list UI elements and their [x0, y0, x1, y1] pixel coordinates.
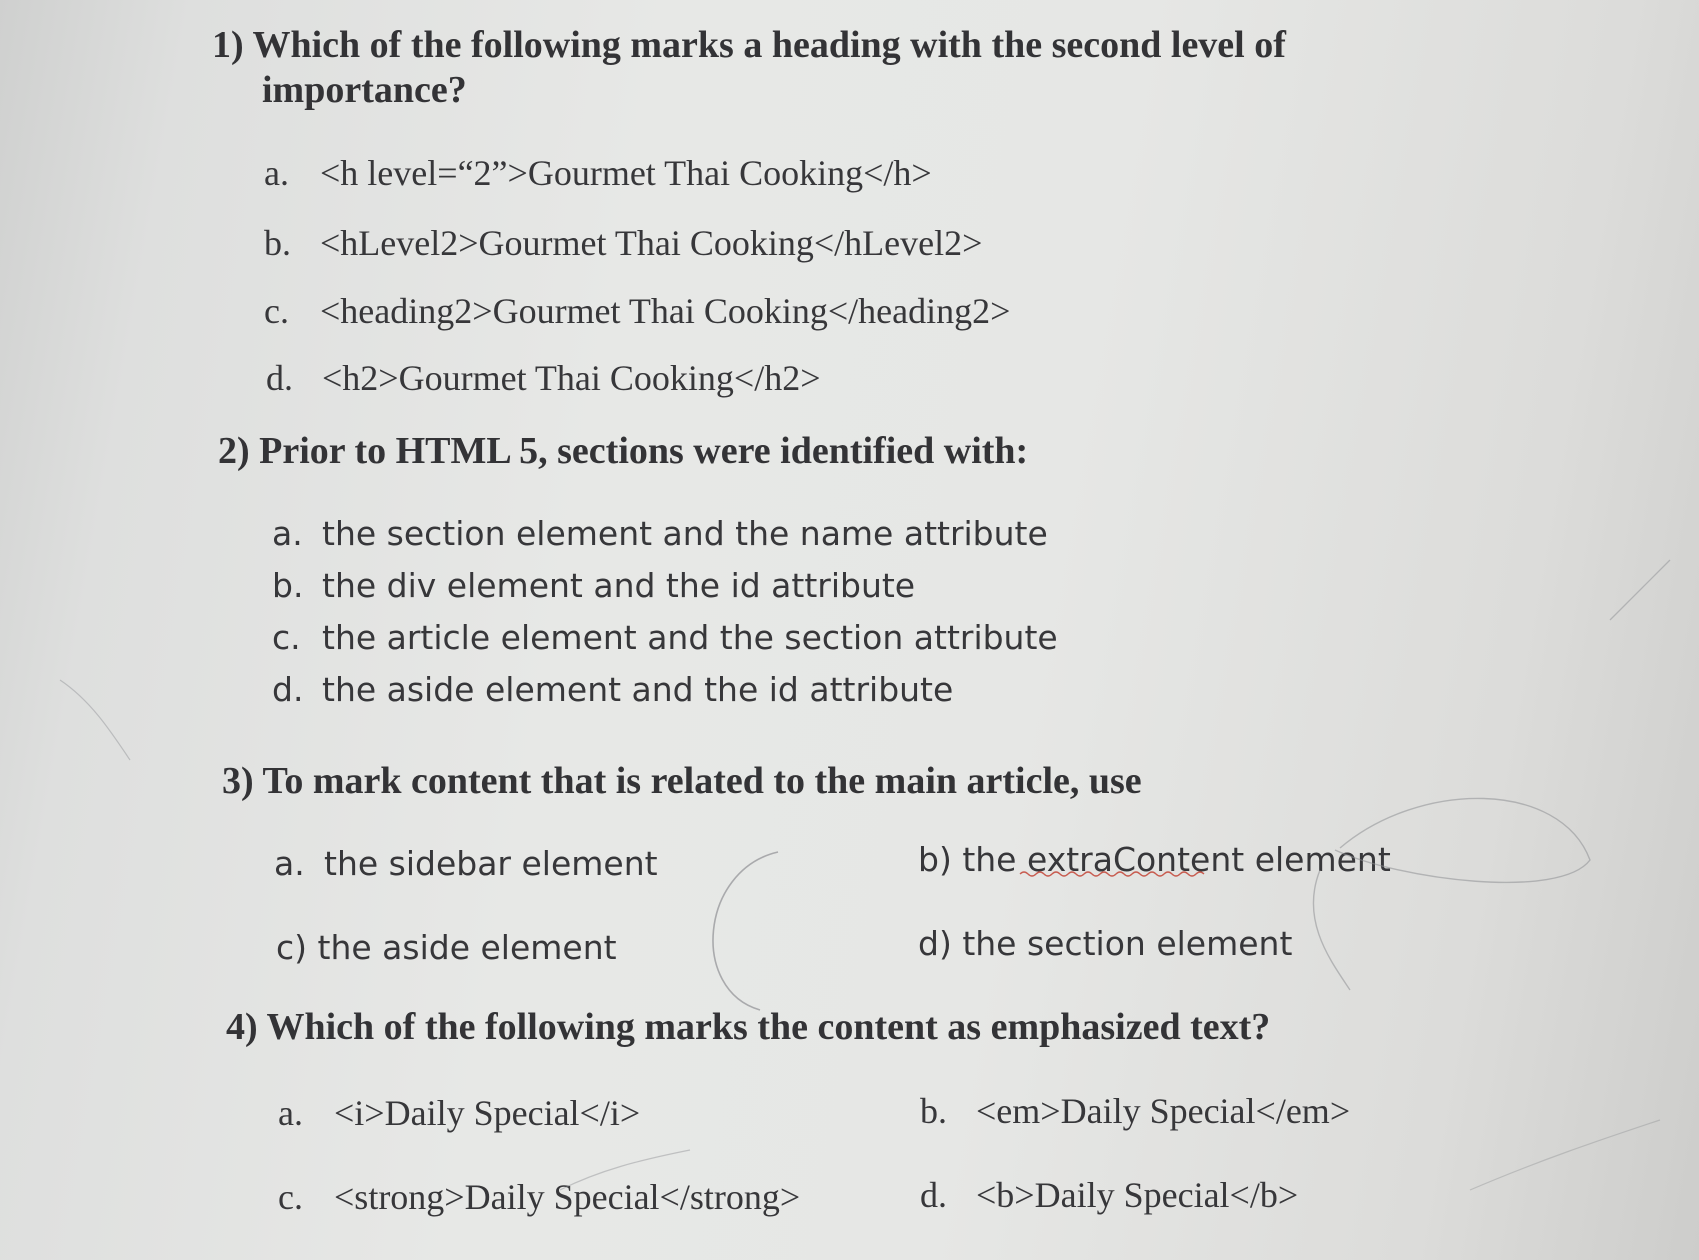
option-letter: c. [278, 1177, 303, 1217]
pencil-diagonal-mark [1610, 560, 1670, 620]
question-1-number: 1) [212, 24, 244, 66]
option-text: the section element and the name attribute [322, 514, 1048, 553]
question-1-option-d [266, 357, 821, 399]
option-text: <strong>Daily Special</strong> [334, 1177, 801, 1217]
question-4-number: 4) [226, 1006, 258, 1048]
question-3-number: 3) [222, 760, 254, 802]
option-letter: b. [272, 566, 304, 605]
option-text: the sidebar element [324, 844, 658, 883]
option-letter: d. [272, 670, 304, 709]
option-text: <b>Daily Special</b> [976, 1175, 1299, 1215]
option-letter: d. [920, 1175, 947, 1215]
question-2-option-b [272, 566, 915, 605]
option-text: the aside element [317, 928, 617, 967]
question-1 [212, 22, 1286, 68]
question-4 [226, 1004, 1270, 1050]
option-letter: a. [272, 514, 303, 553]
option-letter: c. [264, 291, 289, 331]
option-letter: b. [920, 1091, 947, 1131]
option-text: the div element and the id attribute [322, 566, 916, 605]
question-3-option-a [274, 844, 658, 883]
question-4-text: Which of the following marks the content as emphasized text? [266, 1006, 1271, 1048]
question-2-option-a [272, 514, 1048, 553]
pencil-stroke-mark [1313, 870, 1350, 990]
option-text: <heading2>Gourmet Thai Cooking</heading2> [320, 291, 1011, 331]
option-text: <h level=“2”>Gourmet Thai Cooking</h> [320, 153, 932, 193]
question-4-option-c [278, 1176, 800, 1218]
question-3-option-d [918, 924, 1292, 963]
option-text: <i>Daily Special</i> [334, 1093, 641, 1133]
question-3-option-c [276, 928, 617, 967]
option-text: the article element and the section attribute [322, 618, 1058, 657]
question-3 [222, 758, 1142, 804]
option-text: the section element [962, 924, 1293, 963]
option-text: <em>Daily Special</em> [976, 1091, 1351, 1131]
question-2-option-c [272, 618, 1058, 657]
option-letter: a. [278, 1093, 303, 1133]
question-4-option-b [920, 1090, 1350, 1132]
question-1-option-a [264, 152, 932, 194]
question-1-option-c [264, 290, 1010, 332]
option-text: <hLevel2>Gourmet Thai Cooking</hLevel2> [320, 223, 983, 263]
option-letter: a. [274, 844, 305, 883]
question-2 [218, 428, 1028, 474]
option-text: the extraContent element [962, 840, 1391, 879]
pencil-right-mark [1470, 1120, 1660, 1190]
question-2-number: 2) [218, 430, 250, 472]
option-letter: c. [272, 618, 301, 657]
option-text: the aside element and the id attribute [322, 670, 954, 709]
option-letter: d. [266, 358, 293, 398]
question-4-option-a [278, 1092, 640, 1134]
option-letter: b) [918, 840, 952, 879]
question-1-text: Which of the following marks a heading with the second level of [252, 24, 1286, 66]
question-1-text-continued: importance? [262, 69, 467, 111]
option-text: <h2>Gourmet Thai Cooking</h2> [322, 358, 821, 398]
pencil-circle-mark [713, 852, 778, 1010]
question-4-option-d [920, 1174, 1298, 1216]
option-letter: c) [276, 928, 308, 967]
option-letter: d) [918, 924, 952, 963]
question-3-text: To mark content that is related to the main article, use [262, 760, 1142, 802]
pencil-left-mark [60, 680, 130, 760]
option-letter: b. [264, 223, 291, 263]
question-2-option-d [272, 670, 953, 709]
question-1-option-b [264, 222, 982, 264]
question-3-option-b [918, 840, 1391, 879]
option-letter: a. [264, 153, 289, 193]
question-2-text: Prior to HTML 5, sections were identified with: [259, 430, 1029, 472]
